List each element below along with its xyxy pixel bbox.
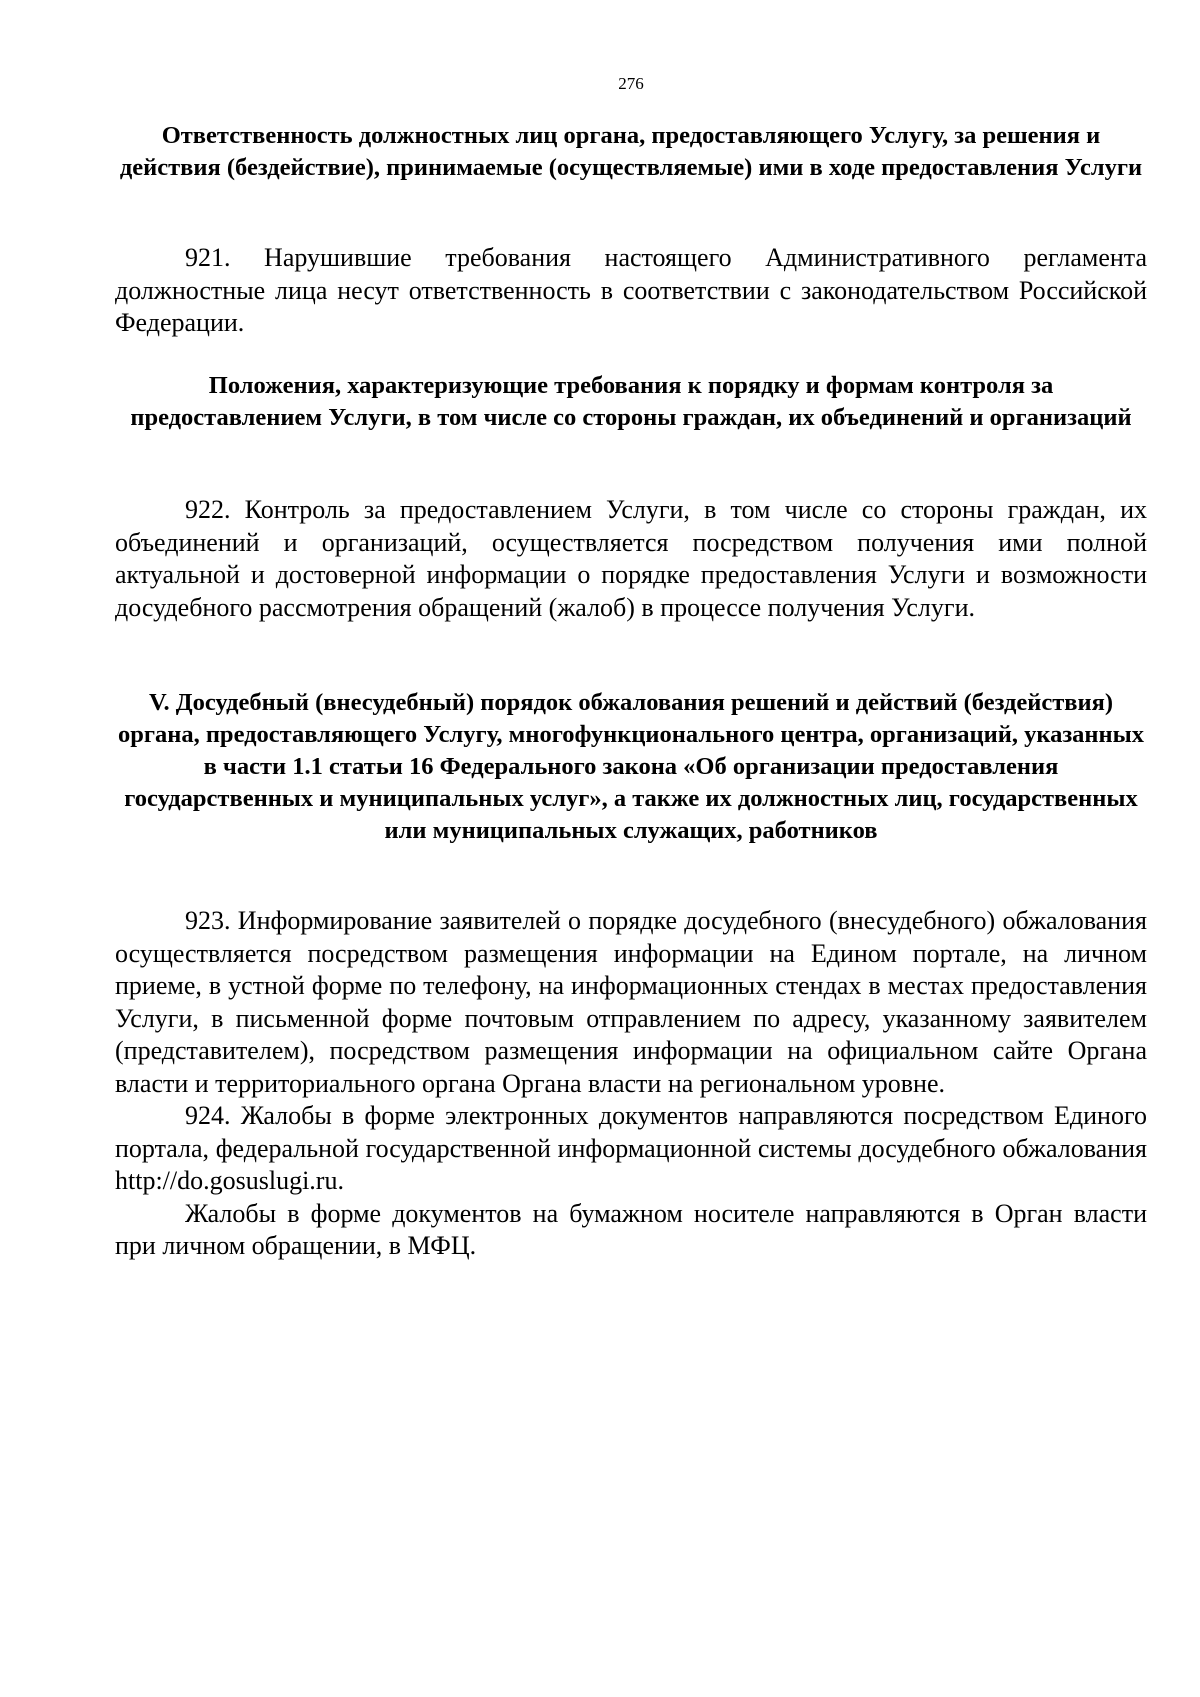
section-1: [115, 120, 1147, 184]
paragraph-924: 924. Жалобы в форме электронных документов направляются посредством Единого портала, федеральной государственной информационной системы досудебного обжалования http://do.gosuslugi.ru.: [115, 1101, 1147, 1195]
section-3-body: [115, 905, 1147, 1263]
section-3: [115, 687, 1147, 847]
paragraph-923: 923. Информирование заявителей о порядке досудебного (внесудебного) обжалования осуществляется посредством размещения информации на Едином портале, на личном приеме, в устной форме по телефону, на информационных стендах в местах предоставления Услуги, в письменной форме почтовым отправлением по адресу, указанному заявителем (представителем), посредством размещения информации на официальном сайте Органа власти и территориального органа Органа власти на региональном уровне.: [115, 906, 1147, 1098]
paragraph-922: 922. Контроль за предоставлением Услуги, в том числе со стороны граждан, их объединений и организаций, осуществляется посредством получения ими полной актуальной и достоверной информации о порядке предоставления Услуги и возможности досудебного рассмотрения обращений (жалоб) в процессе получения Услуги.: [115, 495, 1147, 622]
section-2: [115, 370, 1147, 434]
page-number: 276: [618, 74, 644, 93]
section-1-body: [115, 242, 1147, 340]
paragraph-924-continuation: Жалобы в форме документов на бумажном носителе направляются в Орган власти при личном обращении, в МФЦ.: [115, 1198, 1147, 1260]
paragraph-921: 921. Нарушившие требования настоящего Административного регламента должностные лица несут ответственность в соответствии с законодательством Российской Федерации.: [115, 243, 1147, 337]
section-heading: Ответственность должностных лиц органа, предоставляющего Услугу, за решения и действия (бездействие), принимаемые (осуществляемые) ими в ходе предоставления Услуги: [119, 122, 1143, 181]
section-heading: Положения, характеризующие требования к порядку и формам контроля за предоставлением Услуги, в том числе со стороны граждан, их объединений и организаций: [130, 372, 1132, 431]
section-2-body: [115, 494, 1147, 624]
section-heading: V. Досудебный (внесудебный) порядок обжалования решений и действий (бездействия) органа, предоставляющего Услугу, многофункционального центра, организаций, указанных в части 1.1 статьи 16 Федерального закона «Об организации предоставления государственных и муниципальных услуг», а также их должностных лиц, государственных или муниципальных служащих, работников: [117, 689, 1145, 844]
